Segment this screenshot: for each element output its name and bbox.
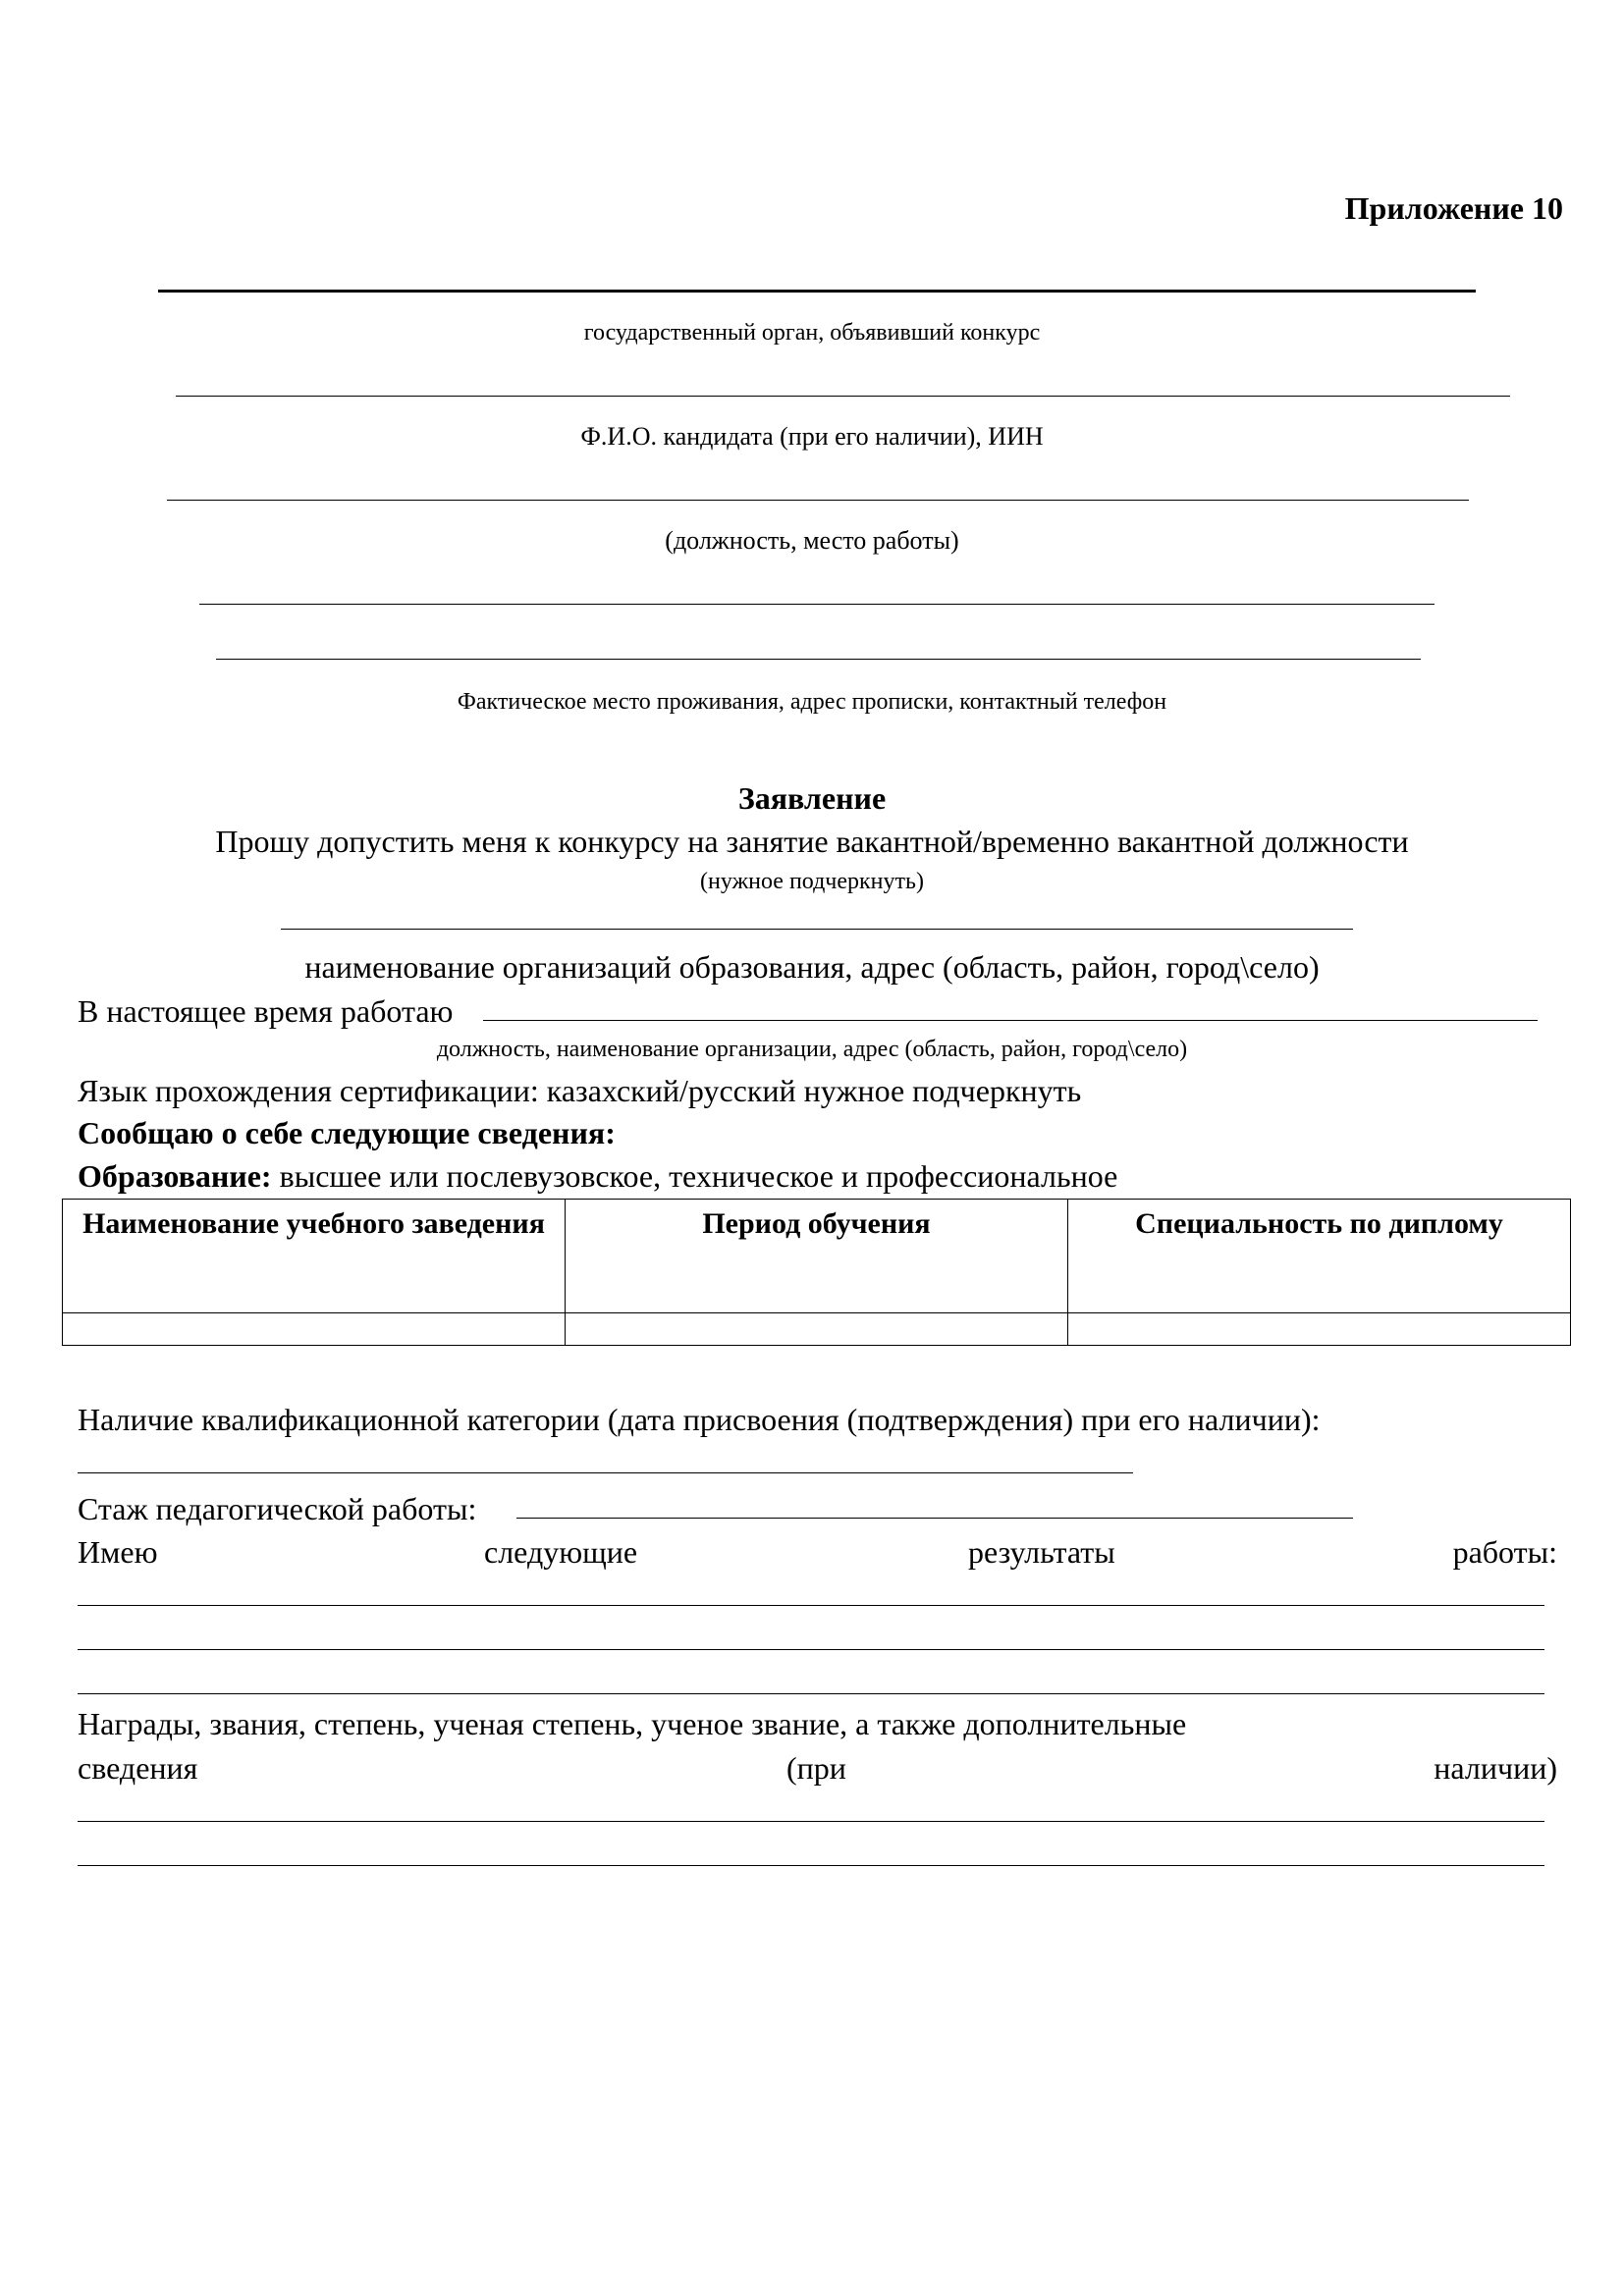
- column-header: Период обучения: [566, 1200, 1068, 1313]
- results-word-1: Имею: [78, 1534, 158, 1570]
- table-cell[interactable]: [1068, 1313, 1571, 1346]
- education-line: [78, 1160, 1117, 1192]
- table-header-row: [63, 1200, 1571, 1313]
- results-line-3[interactable]: [78, 1693, 1544, 1694]
- results-line-2[interactable]: [78, 1649, 1544, 1650]
- experience-label: Стаж педагогической работы:: [78, 1491, 477, 1526]
- position-caption: (должность, место работы): [665, 526, 959, 555]
- table-row: [63, 1313, 1571, 1346]
- education-text: высшее или послевузовское, техническое и профессиональное: [271, 1158, 1118, 1194]
- qualification-line[interactable]: [78, 1472, 1133, 1473]
- name-line[interactable]: [176, 396, 1510, 397]
- about-heading: Сообщаю о себе следующие сведения:: [78, 1115, 616, 1150]
- awards-word-3: наличии): [1434, 1750, 1557, 1786]
- experience-line[interactable]: [516, 1518, 1353, 1519]
- results-word-2: следующие: [484, 1534, 638, 1570]
- statement-request: Прошу допустить меня к конкурсу на занятие вакантной/временно вакантной должности: [215, 824, 1409, 859]
- results-line-1[interactable]: [78, 1605, 1544, 1606]
- appendix-label: Приложение 10: [1344, 190, 1563, 226]
- org-line[interactable]: [158, 290, 1476, 293]
- current-work-label: В настоящее время работаю: [78, 993, 454, 1029]
- org-caption: государственный орган, объявивший конкурс: [583, 320, 1041, 346]
- awards-word-1: сведения: [78, 1750, 198, 1786]
- address-line-2[interactable]: [216, 659, 1421, 660]
- address-caption: Фактическое место проживания, адрес прописки, контактный телефон: [457, 689, 1167, 715]
- target-org-caption: наименование организаций образования, адрес (область, район, город\село): [304, 949, 1320, 985]
- table-cell[interactable]: [63, 1313, 566, 1346]
- language-line: Язык прохождения сертификации: казахский/русский нужное подчеркнуть: [78, 1073, 1082, 1108]
- results-word-3: результаты: [968, 1534, 1115, 1570]
- name-caption: Ф.И.О. кандидата (при его наличии), ИИН: [580, 422, 1044, 451]
- target-org-line[interactable]: [281, 929, 1353, 930]
- underline-note: (нужное подчеркнуть): [700, 869, 924, 894]
- table-cell[interactable]: [566, 1313, 1068, 1346]
- current-work-caption: должность, наименование организации, адрес (область, район, город\село): [436, 1037, 1188, 1062]
- education-label: Образование:: [78, 1158, 272, 1194]
- address-line-1[interactable]: [199, 604, 1435, 605]
- current-work-line[interactable]: [483, 1020, 1538, 1021]
- column-header: Специальность по диплому: [1068, 1200, 1571, 1313]
- awards-line-1: Награды, звания, степень, ученая степень, ученое звание, а также дополнительные: [78, 1706, 1187, 1741]
- awards-line-a[interactable]: [78, 1821, 1544, 1822]
- column-header: Наименование учебного заведения: [63, 1200, 566, 1313]
- results-word-4: работы:: [1452, 1534, 1557, 1570]
- statement-title: Заявление: [737, 780, 887, 816]
- awards-word-2: (при: [786, 1750, 846, 1786]
- awards-line-b[interactable]: [78, 1865, 1544, 1866]
- position-line[interactable]: [167, 500, 1469, 501]
- education-table: [62, 1199, 1571, 1346]
- qualification-label: Наличие квалификационной категории (дата присвоения (подтверждения) при его наличии):: [78, 1402, 1321, 1437]
